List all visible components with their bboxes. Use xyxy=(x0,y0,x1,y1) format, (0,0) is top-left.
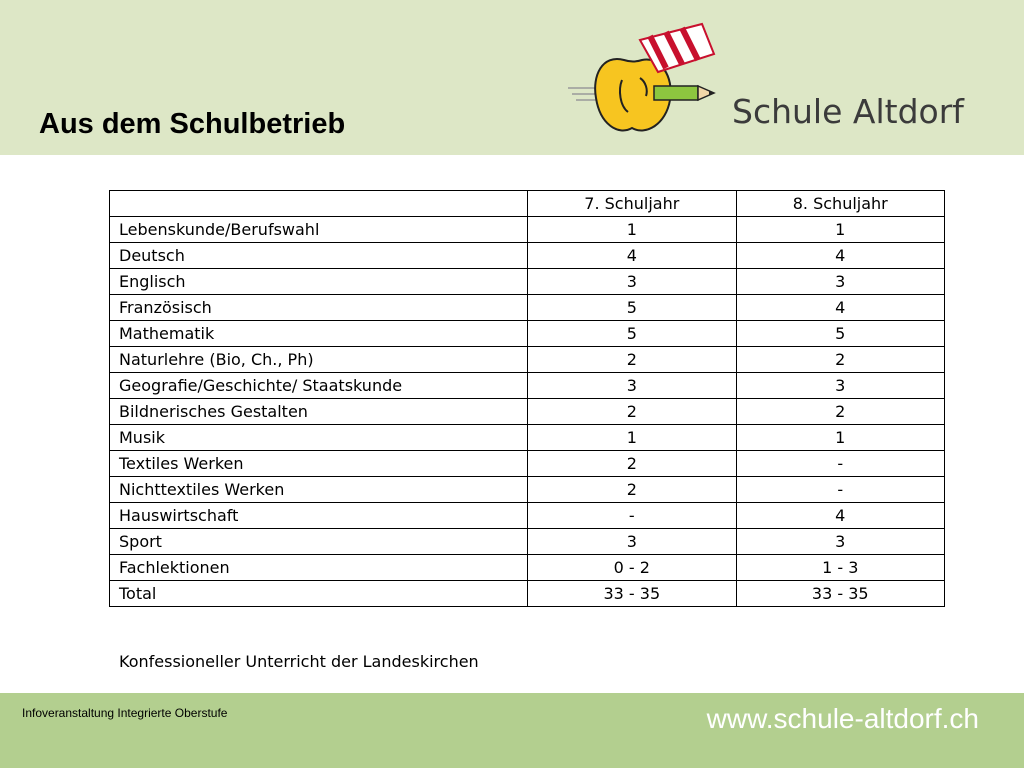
year7-cell: 3 xyxy=(528,529,736,555)
lesson-table xyxy=(109,190,945,607)
subject-cell: Naturlehre (Bio, Ch., Ph) xyxy=(110,347,528,373)
table-row xyxy=(110,555,945,581)
year7-cell: 3 xyxy=(528,269,736,295)
subject-cell: Musik xyxy=(110,425,528,451)
year7-cell: 5 xyxy=(528,295,736,321)
year7-cell: 5 xyxy=(528,321,736,347)
year8-cell: 3 xyxy=(736,269,944,295)
column-header-year8: 8. Schuljahr xyxy=(736,191,944,217)
apple-pencil-icon xyxy=(562,20,732,145)
table-row xyxy=(110,477,945,503)
subject-cell: Sport xyxy=(110,529,528,555)
footer-caption: Infoveranstaltung Integrierte Oberstufe xyxy=(22,706,228,720)
subject-cell: Mathematik xyxy=(110,321,528,347)
table-row xyxy=(110,425,945,451)
year8-cell: 2 xyxy=(736,399,944,425)
table-row xyxy=(110,581,945,607)
table-row xyxy=(110,295,945,321)
year7-cell: 0 - 2 xyxy=(528,555,736,581)
year7-cell: 2 xyxy=(528,477,736,503)
table-header-row xyxy=(110,191,945,217)
year8-cell: 1 - 3 xyxy=(736,555,944,581)
subject-cell: Textiles Werken xyxy=(110,451,528,477)
table-row xyxy=(110,373,945,399)
column-header-year7: 7. Schuljahr xyxy=(528,191,736,217)
subject-cell: Lebenskunde/Berufswahl xyxy=(110,217,528,243)
year7-cell: 3 xyxy=(528,373,736,399)
footer-url: www.schule-altdorf.ch xyxy=(706,703,979,734)
year8-cell: - xyxy=(736,477,944,503)
table-row xyxy=(110,451,945,477)
subject-cell: Total xyxy=(110,581,528,607)
table-row xyxy=(110,503,945,529)
year8-cell: 1 xyxy=(736,425,944,451)
year8-cell: 3 xyxy=(736,529,944,555)
logo-text: Schule Altdorf xyxy=(732,92,964,131)
year8-cell: 33 - 35 xyxy=(736,581,944,607)
year8-cell: 4 xyxy=(736,295,944,321)
year7-cell: - xyxy=(528,503,736,529)
table-row xyxy=(110,399,945,425)
subject-cell: Fachlektionen xyxy=(110,555,528,581)
year7-cell: 2 xyxy=(528,399,736,425)
subject-cell: Französisch xyxy=(110,295,528,321)
table-row xyxy=(110,217,945,243)
table-row xyxy=(110,321,945,347)
footer-band xyxy=(0,693,1024,768)
year8-cell: 1 xyxy=(736,217,944,243)
year7-cell: 33 - 35 xyxy=(528,581,736,607)
subject-cell: Bildnerisches Gestalten xyxy=(110,399,528,425)
table-row xyxy=(110,269,945,295)
page-title: Aus dem Schulbetrieb xyxy=(39,108,346,140)
table-row xyxy=(110,243,945,269)
year7-cell: 4 xyxy=(528,243,736,269)
year8-cell: 3 xyxy=(736,373,944,399)
table-row xyxy=(110,347,945,373)
year7-cell: 1 xyxy=(528,217,736,243)
subject-cell: Nichttextiles Werken xyxy=(110,477,528,503)
subject-cell: Deutsch xyxy=(110,243,528,269)
header-band xyxy=(0,0,1024,155)
year8-cell: 4 xyxy=(736,503,944,529)
year7-cell: 2 xyxy=(528,347,736,373)
year8-cell: 5 xyxy=(736,321,944,347)
year8-cell: 4 xyxy=(736,243,944,269)
year8-cell: - xyxy=(736,451,944,477)
subject-cell: Hauswirtschaft xyxy=(110,503,528,529)
table-row xyxy=(110,529,945,555)
note-text: Konfessioneller Unterricht der Landeskirchen xyxy=(119,652,479,671)
table-body xyxy=(110,217,945,607)
school-logo xyxy=(562,20,982,145)
year7-cell: 1 xyxy=(528,425,736,451)
subject-cell: Geografie/Geschichte/ Staatskunde xyxy=(110,373,528,399)
year8-cell: 2 xyxy=(736,347,944,373)
column-header-subject xyxy=(110,191,528,217)
year7-cell: 2 xyxy=(528,451,736,477)
subject-cell: Englisch xyxy=(110,269,528,295)
